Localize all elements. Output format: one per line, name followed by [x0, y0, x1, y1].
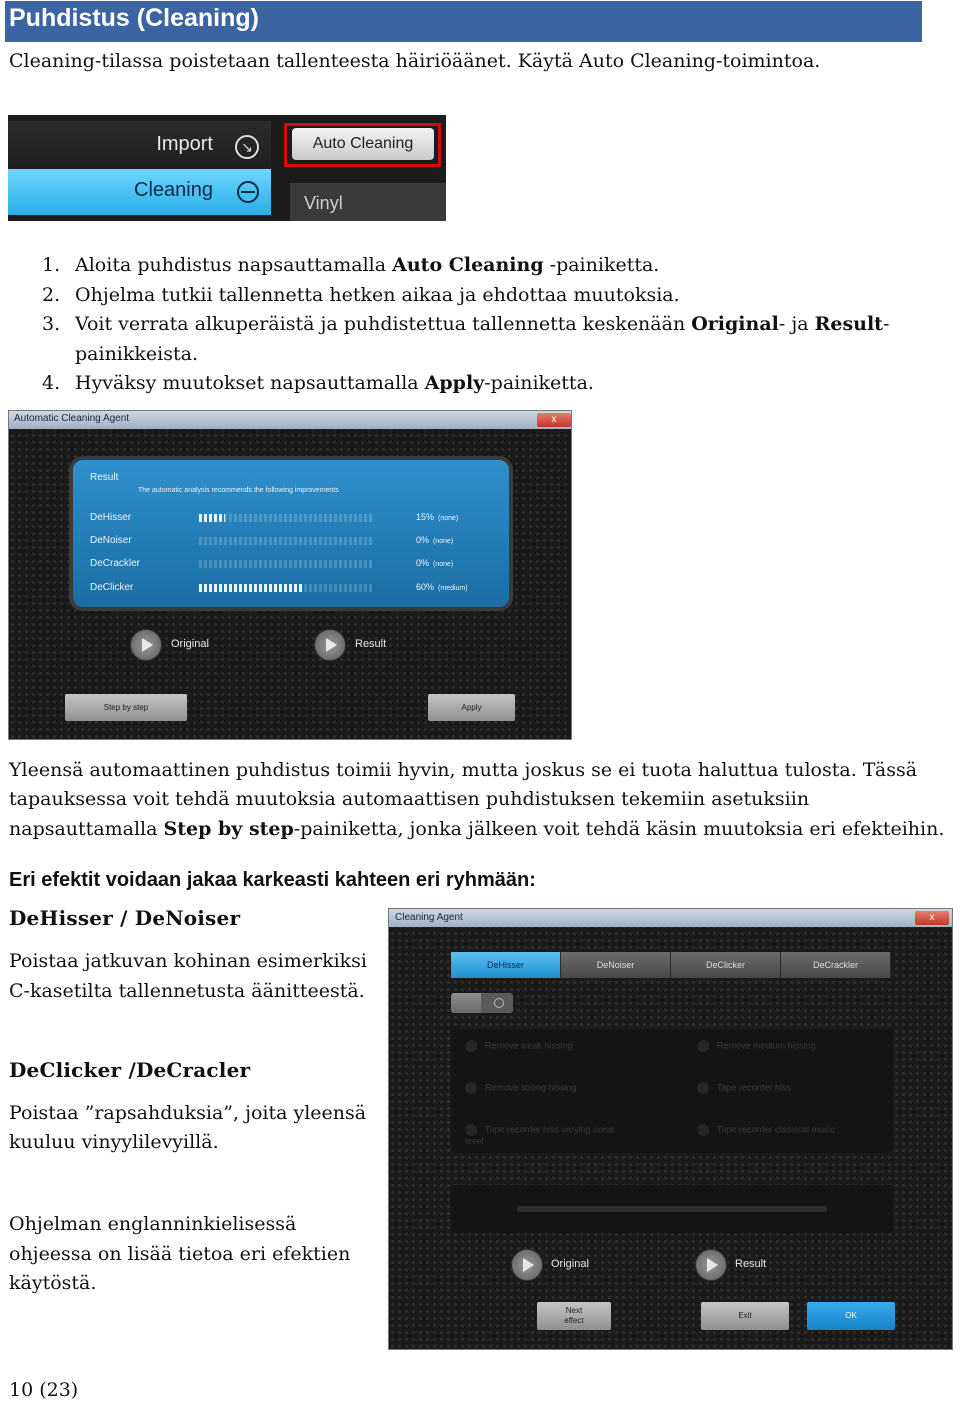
- exit-button[interactable]: Exit: [701, 1302, 789, 1330]
- result-heading: Result: [90, 472, 119, 483]
- effect-bar-fill: [199, 584, 303, 592]
- original-button-label[interactable]: Original: [171, 638, 209, 650]
- window-titlebar: [389, 909, 952, 927]
- step-text: Voit verrata alkuperäistä ja puhdistettua tallennetta keskenään Original- ja Result-: [75, 313, 890, 335]
- next-effect-button[interactable]: Next effect: [537, 1302, 611, 1330]
- effect-name: DeClicker: [90, 582, 134, 593]
- effect-name: DeCrackler: [90, 558, 141, 569]
- automatic-cleaning-agent-window: [8, 410, 572, 740]
- auto-cleaning-button[interactable]: Auto Cleaning: [292, 128, 434, 160]
- step-number: 2.: [42, 284, 61, 306]
- effect-value: 60% (medium): [416, 582, 468, 592]
- window-title: Cleaning Agent: [395, 912, 463, 923]
- more-info-text: ohjeessa on lisää tietoa eri efektien: [9, 1243, 351, 1265]
- step-text-continued: painikkeista.: [75, 343, 198, 365]
- effect-name: DeHisser: [90, 512, 132, 523]
- cleaning-icon: [237, 181, 259, 203]
- play-original-icon[interactable]: [130, 629, 162, 661]
- tab-dehisser[interactable]: DeHisser: [451, 952, 561, 978]
- play-result-icon[interactable]: [314, 629, 346, 661]
- section-title: Puhdistus (Cleaning): [9, 4, 259, 32]
- effect-bar: [199, 514, 372, 522]
- step-text: Ohjelma tutkii tallennetta hetken aikaa ja ehdottaa muutoksia.: [75, 284, 680, 306]
- intro-text: Cleaning-tilassa poistetaan tallenteesta häiriöäänet. Käytä Auto Cleaning-toimintoa.: [9, 50, 821, 72]
- apply-button[interactable]: Apply: [428, 694, 515, 721]
- window-title: Automatic Cleaning Agent: [14, 413, 130, 424]
- step-number: 4.: [42, 372, 61, 394]
- effect-name: DeNoiser: [90, 535, 132, 546]
- power-icon: [494, 998, 504, 1008]
- option-radio[interactable]: Remove medium hissing: [697, 1040, 816, 1052]
- option-radio[interactable]: Remove strong hissing: [465, 1082, 577, 1094]
- step-number: 1.: [42, 254, 61, 276]
- vinyl-label: Vinyl: [304, 193, 343, 213]
- mode-menu-screenshot: [8, 115, 446, 221]
- strength-slider[interactable]: [517, 1206, 827, 1212]
- cleaning-label: Cleaning: [134, 179, 213, 201]
- group-description: Poistaa jatkuvan kohinan esimerkiksi: [9, 950, 368, 972]
- step-text: Aloita puhdistus napsauttamalla Auto Cleaning -painiketta.: [75, 254, 660, 276]
- strength-bar: [451, 1185, 893, 1233]
- step-text: Hyväksy muutokset napsauttamalla Apply-painiketta.: [75, 372, 594, 394]
- result-button-label[interactable]: Result: [355, 638, 387, 650]
- effect-bar: [199, 584, 372, 592]
- effect-value: 15% (none): [416, 512, 459, 522]
- vinyl-option[interactable]: [290, 183, 446, 221]
- option-radio[interactable]: Tape recorder hiss: [697, 1082, 791, 1094]
- effect-value: 0% (none): [416, 535, 454, 545]
- original-button-label[interactable]: Original: [551, 1258, 589, 1270]
- group-heading: DeClicker /DeCracler: [9, 1058, 251, 1082]
- option-radio[interactable]: Tape recorder classical music: [697, 1124, 835, 1136]
- play-original-icon[interactable]: [511, 1249, 543, 1281]
- tab-denoiser[interactable]: DeNoiser: [561, 952, 671, 978]
- group-description: Poistaa ”rapsahduksia”, joita yleensä: [9, 1102, 367, 1124]
- cleaning-menu-item[interactable]: [8, 169, 271, 215]
- tab-declicker[interactable]: DeClicker: [671, 952, 781, 978]
- paragraph-line: tapauksessa voit tehdä muutoksia automaattisen puhdistuksen tekemiin asetuksiin: [9, 788, 810, 810]
- close-button[interactable]: x: [915, 911, 949, 925]
- more-info-text: käytöstä.: [9, 1272, 97, 1294]
- ok-button[interactable]: OK: [807, 1302, 895, 1330]
- cleaning-agent-window: [388, 908, 953, 1350]
- recommendation-text: The automatic analysis recommends the following improvements: [138, 487, 339, 494]
- paragraph-line: Yleensä automaattinen puhdistus toimii hyvin, mutta joskus se ei tuota haluttua tulosta. Tässä: [9, 759, 918, 781]
- import-icon: ↘: [235, 135, 259, 159]
- group-description: C-kasetilta tallennetusta äänitteestä.: [9, 980, 365, 1002]
- close-button[interactable]: x: [537, 413, 571, 427]
- group-heading: DeHisser / DeNoiser: [9, 906, 241, 930]
- option-radio[interactable]: Tape recorder hiss varying noise level: [465, 1124, 615, 1146]
- window-titlebar: [9, 411, 571, 429]
- step-number: 3.: [42, 313, 61, 335]
- page-number: 10 (23): [9, 1379, 79, 1401]
- more-info-text: Ohjelman englanninkielisessä: [9, 1213, 297, 1235]
- effect-value: 0% (none): [416, 558, 454, 568]
- groups-heading: Eri efektit voidaan jakaa karkeasti kahteen eri ryhmään:: [9, 869, 536, 891]
- effect-bar: [199, 560, 372, 568]
- effect-bar-fill: [199, 514, 225, 522]
- group-description: kuuluu vinyylilevyillä.: [9, 1131, 219, 1153]
- option-radio[interactable]: Remove weak hissing: [465, 1040, 573, 1052]
- tab-decrackler[interactable]: DeCrackler: [781, 952, 891, 978]
- result-button-label[interactable]: Result: [735, 1258, 767, 1270]
- effect-toggle[interactable]: [451, 993, 513, 1013]
- import-menu-item[interactable]: [8, 121, 271, 169]
- paragraph-line: napsauttamalla Step by step-painiketta, jonka jälkeen voit tehdä käsin muutoksia eri efekteihin.: [9, 818, 945, 840]
- play-result-icon[interactable]: [695, 1249, 727, 1281]
- step-by-step-button[interactable]: Step by step: [65, 694, 187, 721]
- import-label: Import: [156, 133, 213, 155]
- effect-bar: [199, 537, 372, 545]
